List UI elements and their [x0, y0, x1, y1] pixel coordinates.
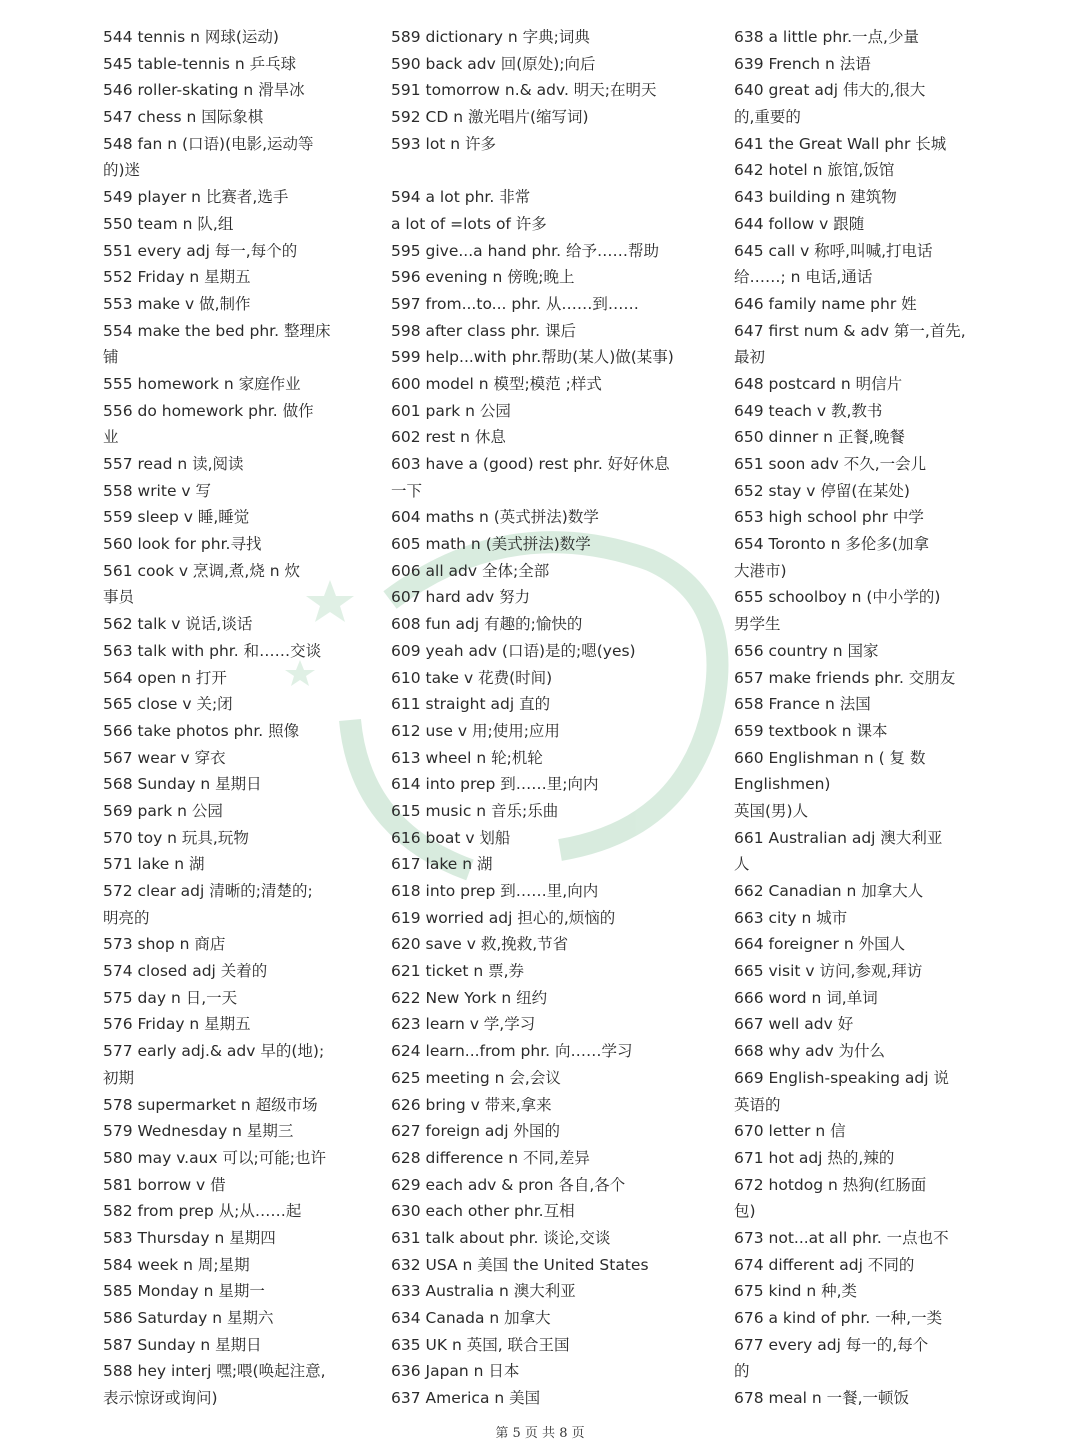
vocab-line: 629 each adv & pron 各自,各个: [391, 1175, 626, 1194]
vocab-line: 585 Monday n 星期一: [103, 1282, 265, 1301]
vocab-line: 550 team n 队,组: [103, 214, 234, 233]
vocab-line: 562 talk v 说话,谈话: [103, 615, 253, 634]
vocab-line: 640 great adj 伟大的,很大: [734, 81, 926, 100]
vocab-line: 584 week n 周;星期: [103, 1255, 250, 1274]
vocab-line: 631 talk about phr. 谈论,交谈: [391, 1228, 611, 1247]
vocab-line: 605 math n (美式拼法)数学: [391, 535, 591, 554]
vocab-line: 653 high school phr 中学: [734, 508, 924, 527]
vocab-line: 619 worried adj 担心的,烦恼的: [391, 908, 616, 927]
vocab-line: 662 Canadian n 加拿大人: [734, 882, 924, 900]
vocab-line: 620 save v 救,挽救,节省: [391, 935, 569, 954]
vocab-line: [391, 157, 701, 184]
vocab-line: 575 day n 日,一天: [103, 988, 238, 1007]
vocab-line: 612 use v 用;使用;应用: [391, 721, 560, 740]
vocab-line: 660 Englishman n ( 复 数: [734, 748, 926, 767]
vocab-line: 560 look for phr.寻找: [103, 535, 262, 554]
vocab-line: 635 UK n 英国, 联合王国: [391, 1335, 570, 1354]
vocab-line: 英国(男)人: [734, 801, 809, 820]
vocab-line: 610 take v 花费(时间): [391, 668, 553, 687]
vocab-line: 574 closed adj 关着的: [103, 962, 268, 981]
vocab-line: 642 hotel n 旅馆,饭馆: [734, 161, 895, 180]
vocab-line: 638 a little phr.一点,少量: [734, 28, 919, 46]
vocab-line: 582 from prep 从;从……起: [103, 1202, 302, 1221]
vocab-line: 600 model n 模型;模范 ;样式: [391, 374, 602, 393]
vocab-line: 677 every adj 每一的,每个: [734, 1335, 929, 1354]
vocab-line: 592 CD n 激光唱片(缩写词): [391, 108, 589, 127]
vocab-column-3: [734, 24, 986, 1412]
vocab-line: 616 boat v 划船: [391, 828, 511, 847]
vocab-line: 561 cook v 烹调,煮,烧 n 炊: [103, 561, 301, 580]
vocab-line: 674 different adj 不同的: [734, 1255, 915, 1274]
vocab-line: 678 meal n 一餐,一顿饭: [734, 1389, 910, 1408]
vocab-line: 567 wear v 穿衣: [103, 748, 226, 767]
vocab-line: 639 French n 法语: [734, 54, 871, 73]
vocab-line: 552 Friday n 星期五: [103, 268, 251, 287]
vocab-line: 659 textbook n 课本: [734, 721, 888, 740]
vocab-line: 580 may v.aux 可以;可能;也许: [103, 1148, 326, 1167]
vocab-line: 业: [103, 428, 119, 447]
vocab-line: 给……; n 电话,通话: [734, 268, 873, 287]
vocab-line: 593 lot n 许多: [391, 134, 497, 153]
vocab-line: a lot of =lots of 许多: [391, 214, 547, 233]
vocab-line: 661 Australian adj 澳大利亚: [734, 828, 943, 847]
vocab-line: 676 a kind of phr. 一种,一类: [734, 1309, 943, 1327]
vocab-line: 586 Saturday n 星期六: [103, 1309, 274, 1327]
vocab-line: 569 park n 公园: [103, 801, 223, 820]
vocab-line: 544 tennis n 网球(运动): [103, 28, 279, 46]
vocab-line: 初期: [103, 1068, 135, 1087]
vocab-line: 656 country n 国家: [734, 641, 879, 660]
vocab-line: 553 make v 做,制作: [103, 294, 251, 313]
vocab-line: 628 difference n 不同,差异: [391, 1148, 590, 1167]
vocab-line: 595 give...a hand phr. 给予……帮助: [391, 241, 659, 260]
vocab-line: 563 talk with phr. 和……交谈: [103, 641, 322, 660]
vocab-line: 613 wheel n 轮;机轮: [391, 748, 543, 767]
vocab-line: 606 all adv 全体;全部: [391, 561, 550, 580]
vocab-line: 事员: [103, 588, 135, 607]
vocab-line: Englishmen): [734, 775, 831, 794]
vocab-line: 591 tomorrow n.& adv. 明天;在明天: [391, 81, 657, 100]
vocab-line: 明亮的: [103, 908, 150, 927]
vocab-line: 566 take photos phr. 照像: [103, 721, 300, 740]
vocab-line: 609 yeah adv (口语)是的;嗯(yes): [391, 641, 636, 660]
vocab-line: 549 player n 比赛者,选手: [103, 188, 289, 207]
vocab-line: 622 New York n 纽约: [391, 988, 548, 1007]
vocab-line: 623 learn v 学,学习: [391, 1015, 536, 1034]
vocab-line: 597 from...to... phr. 从……到……: [391, 294, 639, 313]
vocab-line: 669 English-speaking adj 说: [734, 1068, 949, 1087]
vocab-line: 646 family name phr 姓: [734, 294, 917, 313]
vocab-line: 576 Friday n 星期五: [103, 1015, 251, 1034]
vocab-line: 645 call v 称呼,叫喊,打电话: [734, 241, 933, 260]
vocab-line: 608 fun adj 有趣的;愉快的: [391, 615, 583, 634]
vocab-line: 649 teach v 教,教书: [734, 401, 883, 420]
vocab-line: 599 help...with phr.帮助(某人)做(某事): [391, 348, 674, 367]
vocab-line: 564 open n 打开: [103, 668, 227, 687]
vocab-line: 607 hard adv 努力: [391, 588, 531, 607]
vocab-line: 大港市): [734, 561, 787, 580]
vocab-line: 604 maths n (英式拼法)数学: [391, 508, 599, 527]
vocab-line: 包): [734, 1202, 756, 1221]
vocab-line: 545 table-tennis n 乒乓球: [103, 54, 297, 73]
page-footer: 第 5 页 共 8 页: [495, 1426, 585, 1441]
vocab-line: 556 do homework phr. 做作: [103, 401, 314, 420]
vocab-line: 581 borrow v 借: [103, 1175, 226, 1194]
vocab-line: 657 make friends phr. 交朋友: [734, 668, 956, 687]
vocab-line: 579 Wednesday n 星期三: [103, 1122, 294, 1141]
vocab-line: 594 a lot phr. 非常: [391, 188, 531, 207]
vocab-line: 654 Toronto n 多伦多(加拿: [734, 535, 929, 554]
vocab-line: 655 schoolboy n (中小学的): [734, 588, 941, 607]
vocab-line: 583 Thursday n 星期四: [103, 1228, 276, 1247]
vocab-line: 598 after class phr. 课后: [391, 321, 576, 340]
vocab-line: 571 lake n 湖: [103, 855, 205, 874]
vocab-line: 587 Sunday n 星期日: [103, 1335, 262, 1354]
vocab-line: 615 music n 音乐;乐曲: [391, 801, 559, 820]
vocab-line: 男学生: [734, 615, 781, 634]
vocab-line: 670 letter n 信: [734, 1122, 846, 1141]
vocab-line: 铺: [103, 348, 119, 367]
vocab-line: 565 close v 关;闭: [103, 695, 233, 714]
vocab-line: 555 homework n 家庭作业: [103, 374, 301, 393]
vocab-line: 641 the Great Wall phr 长城: [734, 134, 947, 153]
vocab-line: 英语的: [734, 1095, 781, 1114]
vocab-line: 618 into prep 到……里,向内: [391, 882, 599, 900]
vocab-line: 648 postcard n 明信片: [734, 374, 903, 393]
vocab-line: 627 foreign adj 外国的: [391, 1122, 560, 1141]
vocab-line: 625 meeting n 会,会议: [391, 1068, 561, 1087]
vocab-line: 570 toy n 玩具,玩物: [103, 828, 249, 847]
vocab-line: 548 fan n (口语)(电影,运动等: [103, 134, 314, 153]
vocab-line: 647 first num & adv 第一,首先,: [734, 321, 966, 340]
vocab-line: 675 kind n 种,类: [734, 1282, 858, 1301]
vocab-column-2: [391, 24, 701, 1412]
vocab-line: 652 stay v 停留(在某处): [734, 481, 910, 500]
vocab-line: 547 chess n 国际象棋: [103, 108, 264, 127]
vocab-line: 626 bring v 带来,拿来: [391, 1095, 552, 1114]
vocab-line: 668 why adv 为什么: [734, 1042, 886, 1061]
vocab-line: 643 building n 建筑物: [734, 188, 897, 207]
vocab-line: 667 well adv 好: [734, 1015, 854, 1034]
vocab-line: 558 write v 写: [103, 481, 212, 500]
vocab-line: 602 rest n 休息: [391, 428, 506, 447]
vocab-line: 588 hey interj 嘿;喂(唤起注意,: [103, 1362, 326, 1381]
vocab-line: 665 visit v 访问,参观,拜访: [734, 962, 923, 981]
vocab-line: 551 every adj 每一,每个的: [103, 241, 298, 260]
vocab-line: 546 roller-skating n 滑旱冰: [103, 81, 305, 100]
vocab-line: 650 dinner n 正餐,晚餐: [734, 428, 905, 447]
vocab-line: 最初: [734, 348, 766, 367]
vocab-line: 632 USA n 美国 the United States: [391, 1255, 649, 1274]
vocab-line: 621 ticket n 票,券: [391, 962, 525, 981]
vocab-line: 表示惊讶或询问): [103, 1389, 218, 1408]
vocab-line: 578 supermarket n 超级市场: [103, 1095, 318, 1114]
vocab-line: 658 France n 法国: [734, 695, 871, 714]
vocab-line: 603 have a (good) rest phr. 好好休息: [391, 455, 670, 473]
vocab-line: 577 early adj.& adv 早的(地);: [103, 1042, 325, 1061]
vocab-line: 611 straight adj 直的: [391, 695, 551, 714]
vocab-line: 589 dictionary n 字典;词典: [391, 28, 590, 46]
vocab-line: 一下: [391, 481, 423, 500]
vocab-line: 644 follow v 跟随: [734, 214, 865, 233]
vocab-line: 672 hotdog n 热狗(红肠面: [734, 1175, 927, 1194]
vocab-line: 651 soon adv 不久,一会儿: [734, 455, 927, 473]
vocab-line: 的,重要的: [734, 108, 801, 127]
vocab-line: 637 America n 美国: [391, 1389, 541, 1408]
vocab-line: 557 read n 读,阅读: [103, 455, 244, 473]
vocab-column-1: [103, 24, 365, 1412]
vocab-line: 572 clear adj 清晰的;清楚的;: [103, 882, 313, 900]
vocab-line: 663 city n 城市: [734, 908, 848, 927]
vocab-line: 568 Sunday n 星期日: [103, 775, 262, 794]
vocab-line: 666 word n 词,单词: [734, 988, 878, 1007]
vocab-line: 633 Australia n 澳大利亚: [391, 1282, 576, 1301]
vocab-line: 636 Japan n 日本: [391, 1362, 520, 1381]
vocab-line: 596 evening n 傍晚;晚上: [391, 268, 575, 287]
vocab-line: 634 Canada n 加拿大: [391, 1309, 551, 1327]
vocab-line: 人: [734, 855, 750, 874]
vocab-line: 601 park n 公园: [391, 401, 511, 420]
vocab-line: 559 sleep v 睡,睡觉: [103, 508, 250, 527]
vocab-line: 614 into prep 到……里;向内: [391, 775, 599, 794]
vocab-line: 673 not...at all phr. 一点也不: [734, 1228, 949, 1247]
vocab-line: 624 learn...from phr. 向……学习: [391, 1042, 633, 1061]
vocab-line: 671 hot adj 热的,辣的: [734, 1148, 895, 1167]
vocab-line: 617 lake n 湖: [391, 855, 493, 874]
vocab-line: 573 shop n 商店: [103, 935, 226, 954]
vocab-line: 664 foreigner n 外国人: [734, 935, 906, 954]
vocab-line: 的)迷: [103, 161, 141, 180]
vocab-line: 630 each other phr.互相: [391, 1202, 575, 1221]
vocab-line: 的: [734, 1362, 750, 1381]
vocab-line: 590 back adv 回(原处);向后: [391, 54, 596, 73]
vocab-line: 554 make the bed phr. 整理床: [103, 321, 331, 340]
